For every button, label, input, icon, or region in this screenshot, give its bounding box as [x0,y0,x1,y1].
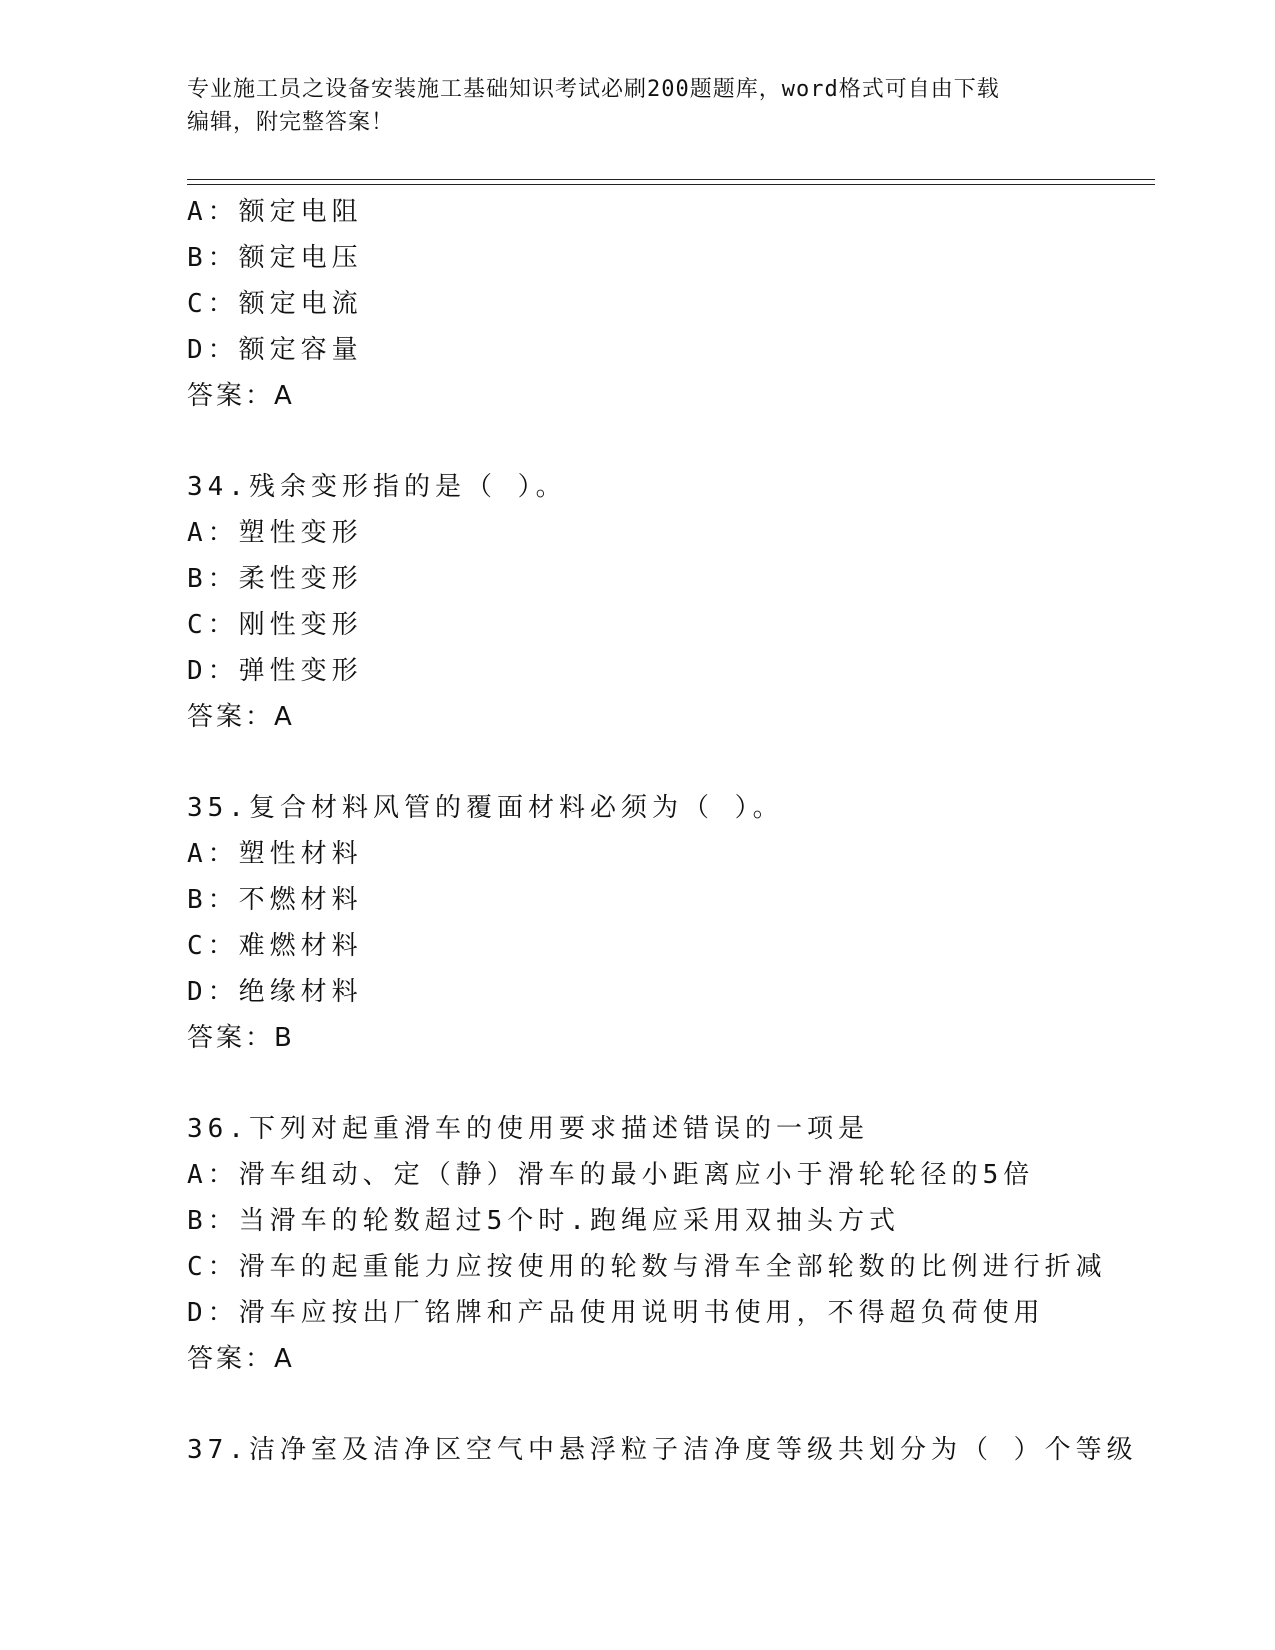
option-b: B：柔性变形 [187,564,363,594]
question-block-37 [187,1427,1155,1473]
option-b: B：额定电压 [187,243,363,273]
question-list [187,189,1155,1473]
answer-line: 答案：B [187,1023,295,1053]
option-c: C：滑车的起重能力应按使用的轮数与滑车全部轮数的比例进行折减 [187,1252,1107,1282]
header-line-1: 专业施工员之设备安装施工基础知识考试必刷200题题库，word格式可自由下载 [187,77,1000,102]
spacer [187,419,1155,464]
answer-line: 答案：A [187,702,295,732]
question-block-35 [187,785,1155,1061]
option-d: D：滑车应按出厂铭牌和产品使用说明书使用，不得超负荷使用 [187,1298,1045,1328]
option-a: A：额定电阻 [187,197,363,227]
question-block-34 [187,464,1155,740]
spacer [187,740,1155,785]
question-text: 37.洁净室及洁净区空气中悬浮粒子洁净度等级共划分为（ ）个等级 [187,1435,1138,1465]
question-block-36 [187,1106,1155,1382]
answer-line: 答案：A [187,381,295,411]
spacer [187,1061,1155,1106]
option-d: D：弹性变形 [187,656,363,686]
question-block-33 [187,189,1155,419]
option-c: C：难燃材料 [187,931,363,961]
document-header [187,73,1087,139]
option-c: C：刚性变形 [187,610,363,640]
option-a: A：塑性材料 [187,839,363,869]
question-text: 34.残余变形指的是（ ）。 [187,472,567,502]
header-divider-bottom [187,184,1155,185]
question-text: 36.下列对起重滑车的使用要求描述错误的一项是 [187,1114,869,1144]
option-b: B：当滑车的轮数超过5个时.跑绳应采用双抽头方式 [187,1206,900,1236]
option-d: D：绝缘材料 [187,977,363,1007]
spacer [187,1382,1155,1427]
option-b: B：不燃材料 [187,885,363,915]
option-d: D：额定容量 [187,335,363,365]
header-line-2: 编辑，附完整答案！ [187,110,395,135]
answer-line: 答案：A [187,1344,295,1374]
option-a: A：塑性变形 [187,518,363,548]
question-text: 35.复合材料风管的覆面材料必须为（ ）。 [187,793,784,823]
header-divider-top [187,179,1155,180]
option-a: A：滑车组动、定（静）滑车的最小距离应小于滑轮轮径的5倍 [187,1160,1035,1190]
option-c: C：额定电流 [187,289,363,319]
